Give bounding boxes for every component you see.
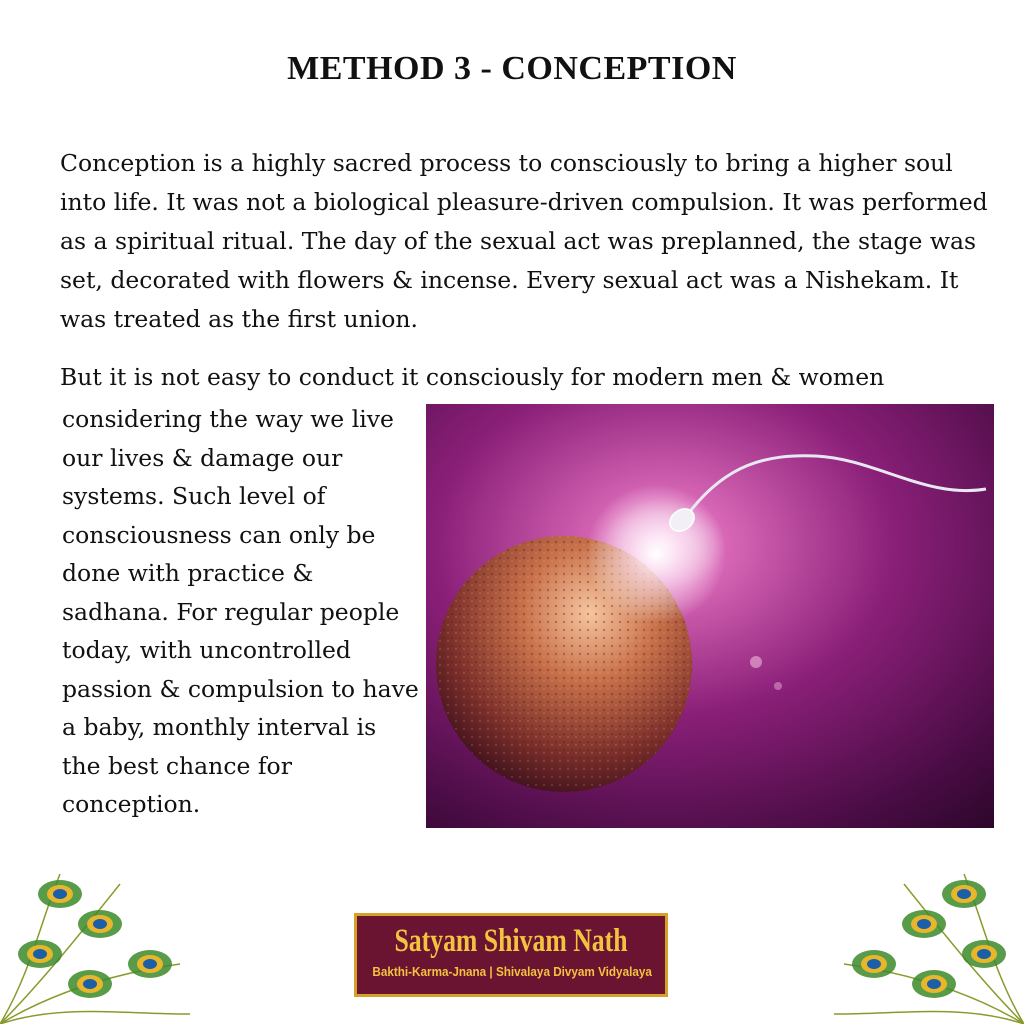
peacock-feather-right-decoration xyxy=(824,864,1024,1024)
light-glow xyxy=(586,484,726,624)
page-title: METHOD 3 - CONCEPTION xyxy=(287,50,737,87)
logo-tagline: Bakthi-Karma-Jnana | Shivalaya Divyam Vidyalaya xyxy=(372,964,652,979)
logo-name: Satyam Shivam Nath xyxy=(394,923,628,959)
conception-illustration xyxy=(426,404,994,828)
paragraph-intro: Conception is a highly sacred process to consciously to bring a higher soul into life. It was not a biological pleasure-driven compulsion. It was performed as a spiritual ritual. The day of the sexual act was preplanned, the stage was set, decorated with flowers & incense. Every sexual act was a Nishekam. It was treated as the first union. xyxy=(60,149,988,333)
paragraph-modern: But it is not easy to conduct it consciously for modern men & women xyxy=(60,363,885,391)
paragraph-wrap: considering the way we live our lives & damage our systems. Such level of consciousness can only be done with practice & sadhana. For regular people today, with uncontrolled passion & compulsion to have a baby, monthly interval is the best chance for conception. xyxy=(62,405,419,818)
brand-logo xyxy=(354,913,668,997)
peacock-feather-left-decoration xyxy=(0,864,200,1024)
